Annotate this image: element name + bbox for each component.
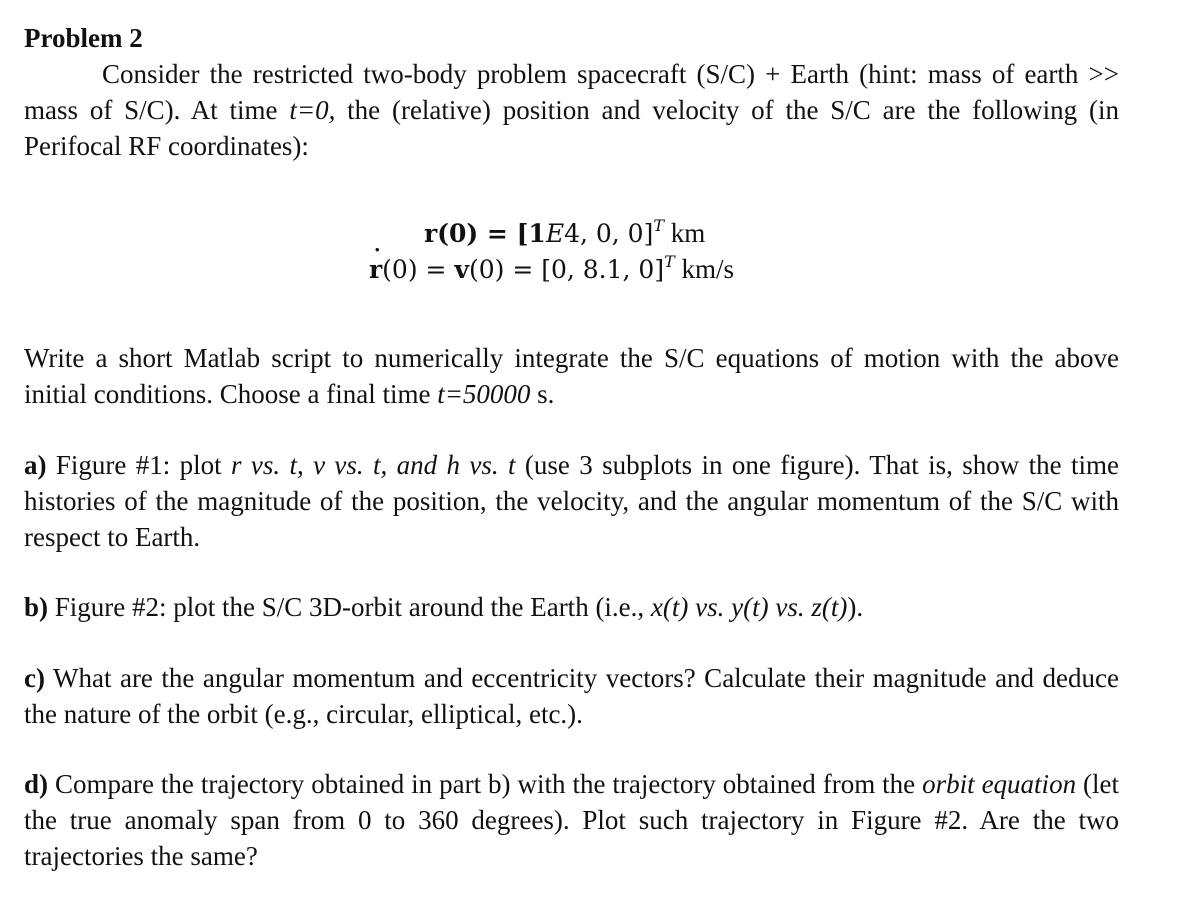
eq2-rdot: ˙ r: [369, 252, 382, 288]
part-d-label: d): [24, 769, 49, 799]
write-script-paragraph: [24, 340, 1119, 412]
eq1-transpose: T: [653, 216, 664, 235]
part-d-italic: orbit equation: [922, 769, 1077, 799]
write-text: Write a short Matlab script to numerically integrate the S/C equations of motion with the above initial conditions. Choose a final time: [24, 343, 1119, 409]
eq1-lhs: r(0) = [1: [424, 219, 546, 248]
problem-title: Problem 2: [24, 23, 143, 53]
intro-time: t=0,: [289, 95, 336, 125]
part-a-italic: r vs. t, v vs. t, and h vs. t: [230, 450, 516, 480]
part-c-label: c): [24, 663, 45, 693]
position-equation: [424, 215, 705, 255]
part-b-label: b): [24, 592, 49, 622]
part-b-text-1: Figure #2: plot the S/C 3D-orbit around the Earth (i.e.,: [48, 592, 651, 622]
part-a-label: a): [24, 450, 47, 480]
part-b-text-2: ).: [847, 592, 864, 622]
write-tail: s.: [530, 379, 555, 409]
problem-page: [24, 20, 1119, 871]
eq2-unit: km/s: [674, 254, 735, 284]
part-a-text-2: (use 3 subplots in one figure). That is, show the time histories of the magnitude of the position, the velocity, and the angular momentum of the S/C with respect to Earth.: [24, 450, 1119, 552]
eq2-transpose: T: [664, 252, 675, 271]
part-d-text-1: Compare the trajectory obtained in part b) with the trajectory obtained from the: [48, 769, 923, 799]
eq2-v: v: [454, 255, 469, 284]
eq2-rest: (0) = [0, 8.1, 0]: [468, 255, 665, 284]
part-a-text-1: Figure #1: plot: [46, 450, 231, 480]
part-c-paragraph: [24, 660, 1119, 732]
part-d-text-2: (let the true anomaly span from 0 to 360 degrees). Plot such trajectory in Figure #2. Are the two trajectories the same?: [24, 769, 1119, 871]
part-b-paragraph: [24, 589, 1119, 625]
part-b-italic: x(t) vs. y(t) vs. z(t): [650, 592, 848, 622]
intro-paragraph: [24, 56, 1119, 164]
eq2-mid: (0) =: [382, 255, 455, 284]
velocity-equation: [369, 251, 734, 291]
eq1-rest: 4, 0, 0]: [564, 219, 654, 248]
write-time: t=50000: [437, 379, 531, 409]
intro-text-2: the (relative) position and velocity of the S/C are the following (in Perifocal RF coordinates):: [24, 95, 1119, 161]
part-c-text: What are the angular momentum and eccentricity vectors? Calculate their magnitude and deduce the nature of the orbit (e.g., circular, elliptical, etc.).: [24, 663, 1119, 729]
eq1-unit: km: [664, 218, 706, 248]
intro-text: Consider the restricted two-body problem spacecraft (S/C) + Earth (hint: mass of earth >> mass of S/C). At time: [24, 59, 1119, 125]
part-d-paragraph: [24, 766, 1119, 874]
part-a-paragraph: [24, 447, 1119, 555]
eq1-e: E: [545, 219, 565, 248]
